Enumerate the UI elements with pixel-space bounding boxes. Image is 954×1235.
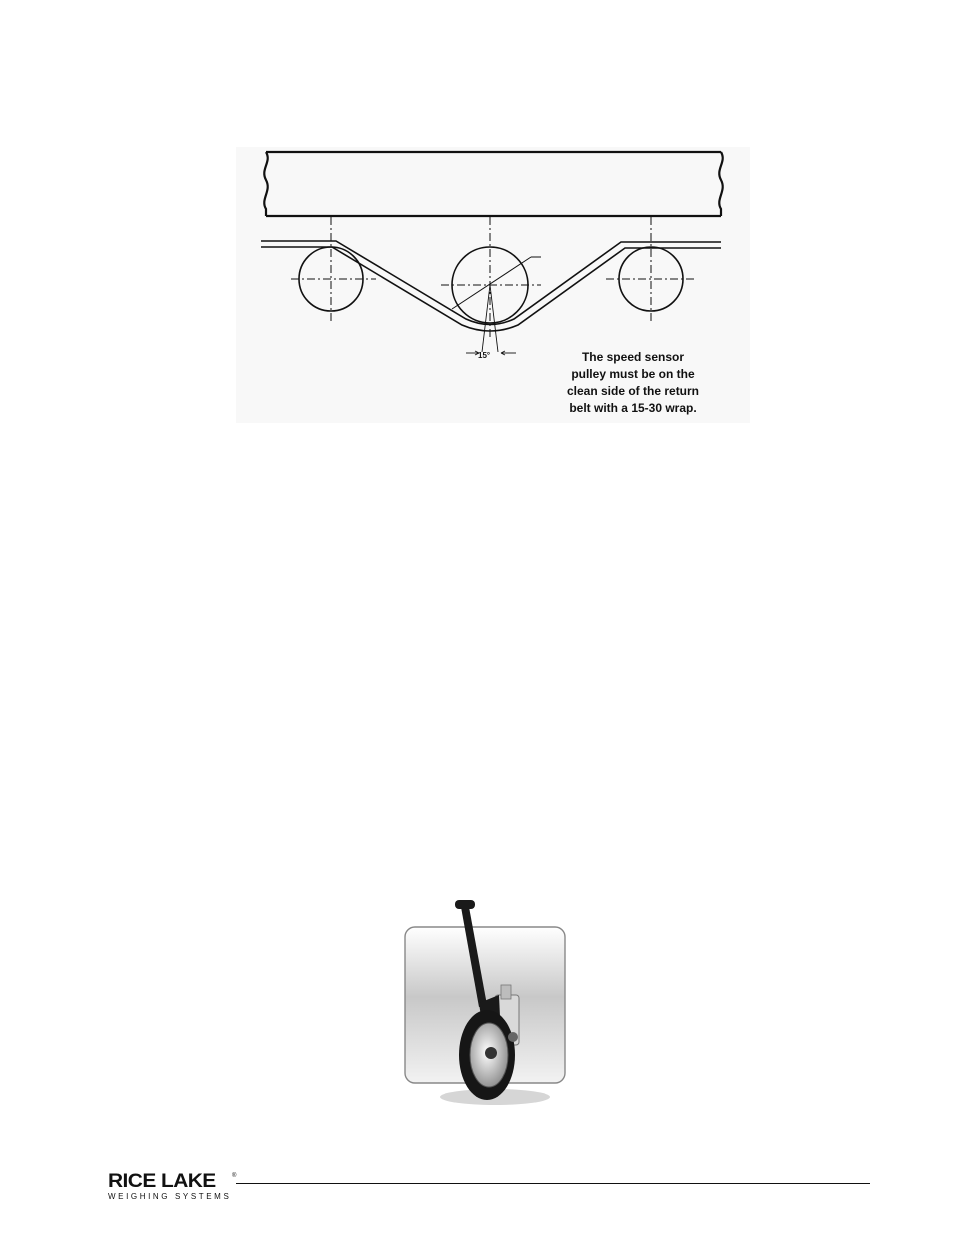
wrap-angle-label: 15° — [478, 351, 491, 360]
logo-wordmark: RICE LAKE — [108, 1171, 216, 1192]
upper-belt — [264, 152, 722, 216]
left-idler — [291, 217, 376, 322]
caption-line: pulley must be on the — [571, 367, 695, 381]
registered-mark: ® — [232, 1173, 237, 1179]
speed-sensor-wheel-icon — [395, 895, 575, 1110]
caption-line: clean side of the return — [566, 384, 700, 398]
return-belt — [261, 241, 721, 331]
footer-divider — [236, 1183, 870, 1184]
rice-lake-logo — [108, 1171, 236, 1207]
caption-line: The speed sensor — [581, 350, 685, 364]
caption-line: belt with a 15-30 wrap. — [569, 401, 697, 415]
logo-tagline: WEIGHING SYSTEMS — [108, 1192, 232, 1201]
diagram-caption — [548, 349, 718, 417]
speed-sensor-pulley — [441, 217, 541, 355]
speed-sensor-wheel-image — [395, 895, 575, 1110]
right-idler — [606, 217, 696, 322]
